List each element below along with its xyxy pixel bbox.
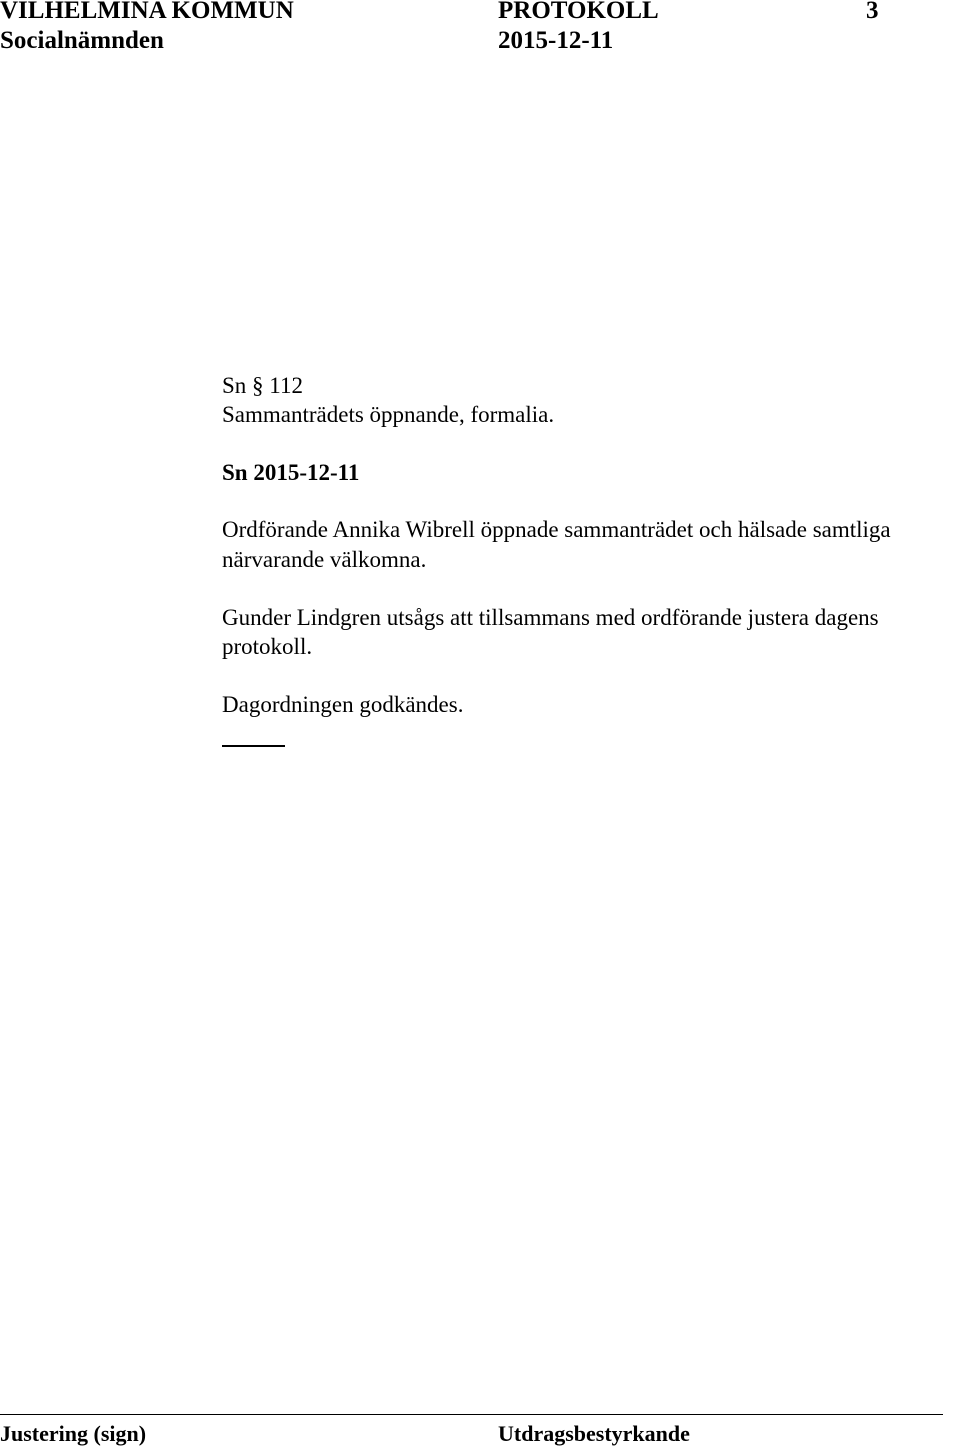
page-number: 3	[866, 0, 879, 24]
footer-justering-label: Justering (sign)	[0, 1421, 147, 1446]
paragraph-3: Dagordningen godkändes.	[222, 692, 464, 717]
section-title: Sammanträdets öppnande, formalia.	[222, 402, 555, 427]
paragraph-2-line-1: Gunder Lindgren utsågs att tillsammans med ordförande justera dagens	[222, 605, 879, 630]
document-date: 2015-12-11	[498, 27, 614, 54]
paragraph-2-line-2: protokoll.	[222, 634, 313, 659]
document-type: PROTOKOLL	[498, 0, 659, 24]
organization-name: VILHELMINA KOMMUN	[0, 0, 294, 24]
paragraph-1-line-2: närvarande välkomna.	[222, 547, 427, 572]
section-number: Sn § 112	[222, 373, 303, 398]
footer-utdragsbestyrkande-label: Utdragsbestyrkande	[498, 1421, 690, 1446]
paragraph-1-line-1: Ordförande Annika Wibrell öppnade sammanträdet och hälsade samtliga	[222, 517, 891, 542]
section-end-rule	[222, 745, 285, 747]
section-reference: Sn 2015-12-11	[222, 460, 360, 485]
committee-name: Socialnämnden	[0, 27, 164, 54]
footer-rule	[0, 1414, 943, 1415]
